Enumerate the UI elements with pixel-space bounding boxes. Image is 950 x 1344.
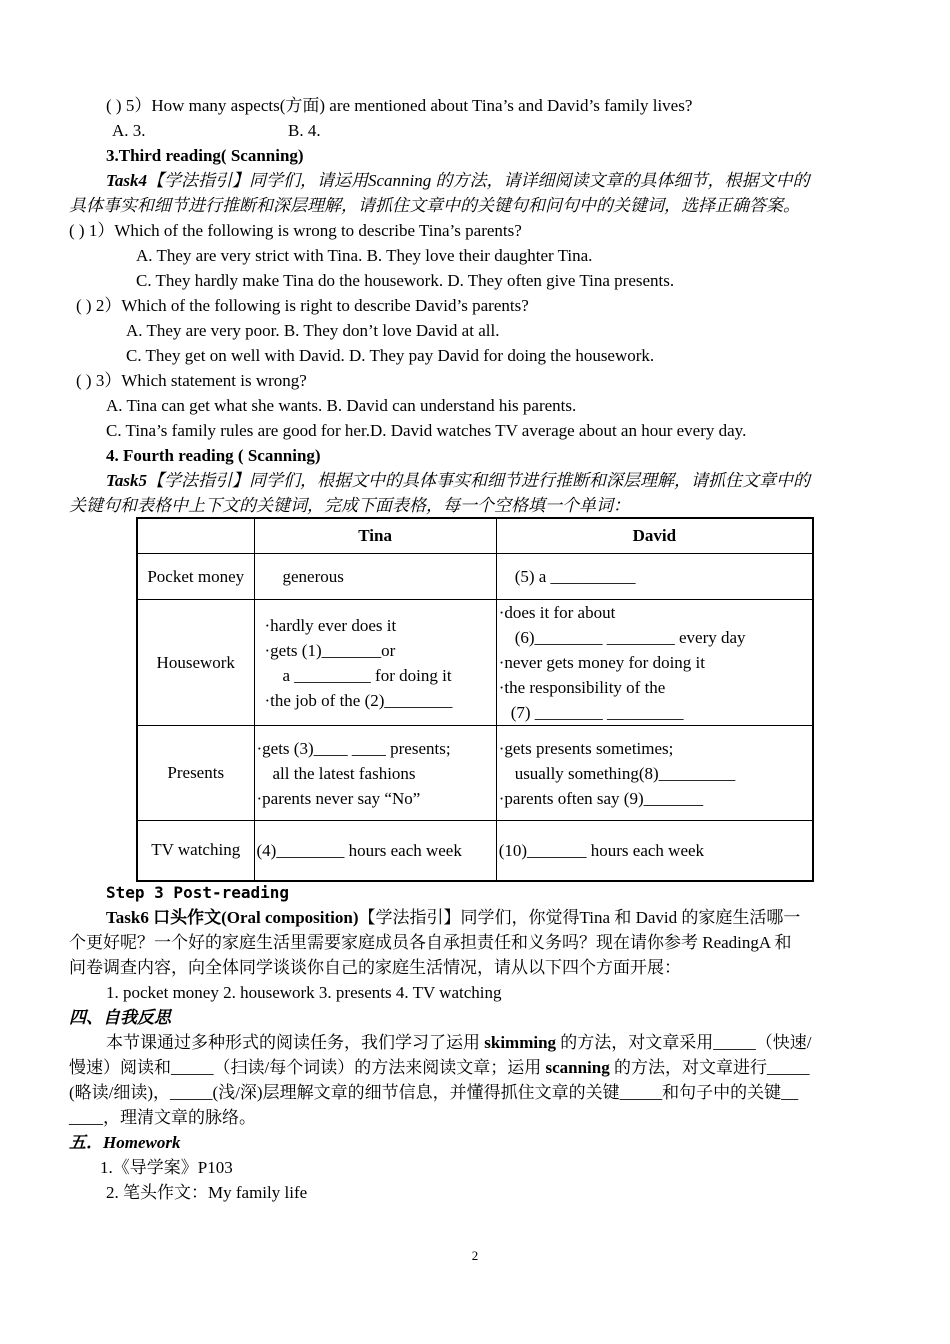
task4-label: Task4 bbox=[106, 171, 147, 190]
task4-question-3: ( ) 3）Which statement is wrong? bbox=[76, 371, 307, 390]
table-header-tina: Tina bbox=[254, 518, 496, 554]
q5-option-b: B. 4. bbox=[288, 121, 321, 140]
row-label-tv-watching: TV watching bbox=[137, 821, 254, 881]
table-header-empty bbox=[137, 518, 254, 554]
reflection-line1: 本节课通过多种形式的阅读任务，我们学习了运用 skimming 的方法，对文章采用_____（快速/ bbox=[106, 1033, 812, 1052]
table-header-row bbox=[137, 518, 813, 554]
fourth-reading-heading: 4. Fourth reading ( Scanning) bbox=[106, 446, 321, 465]
row-label-presents: Presents bbox=[137, 726, 254, 821]
row-label-housework: Housework bbox=[137, 600, 254, 726]
table-header-david: David bbox=[496, 518, 813, 554]
tina-tv-cell: (4)________ hours each week bbox=[254, 821, 496, 881]
comparison-table bbox=[136, 517, 814, 882]
reflection-line2: 慢速）阅读和_____（扫读/每个词读）的方法来阅读文章；运用 scanning 的方法，对文章进行_____ bbox=[69, 1058, 810, 1077]
task5-label: Task5 bbox=[106, 471, 147, 490]
table-row bbox=[137, 726, 813, 821]
step3-heading: Step 3 Post-reading bbox=[106, 883, 290, 902]
david-presents-cell: ·gets presents sometimes; usually something(8)_________ ·parents often say (9)_______ bbox=[496, 726, 813, 821]
homework-item-2: 2. 笔头作文：My family life bbox=[106, 1183, 308, 1202]
page-number: 2 bbox=[471, 1248, 479, 1263]
third-reading-heading: 3.Third reading( Scanning) bbox=[106, 146, 304, 165]
task6-aspects: 1. pocket money 2. housework 3. presents 4. TV watching bbox=[106, 983, 502, 1002]
reflection-line4: ____，理清文章的脉络。 bbox=[69, 1108, 256, 1127]
task4-question-1: ( ) 1）Which of the following is wrong to describe Tina’s parents? bbox=[69, 221, 522, 240]
reflection-line3: (略读/细读)，_____(浅/深)层理解文章的细节信息，并懂得抓住文章的关键_____和句子中的关键__ bbox=[69, 1083, 799, 1102]
table-row bbox=[137, 554, 813, 600]
reflection-heading: 四、自我反思 bbox=[69, 1008, 171, 1027]
homework-heading: 五．Homework bbox=[69, 1133, 181, 1152]
table-row bbox=[137, 821, 813, 881]
task6-label: Task6 口头作文(Oral composition) bbox=[106, 908, 359, 927]
task5-instructions-line1: Task5【学法指引】同学们，根据文中的具体事实和细节进行推断和深层理解，请抓住文章中的 bbox=[106, 471, 810, 490]
david-tv-cell: (10)_______ hours each week bbox=[496, 821, 813, 881]
table-row bbox=[137, 600, 813, 726]
task4-question-2: ( ) 2）Which of the following is right to describe David’s parents? bbox=[76, 296, 529, 315]
task5-instructions-line2: 关键句和表格中上下文的关键词，完成下面表格，每一个空格填一个单词： bbox=[69, 496, 630, 515]
task6-line3: 问卷调查内容，向全体同学谈谈你自己的家庭生活情况，请从以下四个方面开展： bbox=[69, 958, 681, 977]
question-5: ( ) 5）How many aspects(方面) are mentioned about Tina’s and David’s family lives? bbox=[106, 96, 693, 115]
task4-instructions-line2: 具体事实和细节进行推断和深层理解，请抓住文章中的关键句和问句中的关键词，选择正确答案。 bbox=[69, 196, 800, 215]
task4-q1-options-ab: A. They are very strict with Tina. B. They love their daughter Tina. bbox=[136, 246, 593, 265]
task4-q2-options-cd: C. They get on well with David. D. They pay David for doing the housework. bbox=[126, 346, 655, 365]
task4-q1-options-cd: C. They hardly make Tina do the housework. D. They often give Tina presents. bbox=[136, 271, 675, 290]
task6-line1: Task6 口头作文(Oral composition)【学法指引】同学们，你觉得Tina 和 David 的家庭生活哪一 bbox=[106, 908, 801, 927]
david-housework-cell: ·does it for about (6)________ ________ every day ·never gets money for doing it ·the responsibility of the (7) ________ _________ bbox=[496, 600, 813, 726]
david-pocket-money-cell: (5) a __________ bbox=[496, 554, 813, 600]
task4-q2-options-ab: A. They are very poor. B. They don’t love David at all. bbox=[126, 321, 500, 340]
tina-housework-cell: ·hardly ever does it ·gets (1)_______or a _________ for doing it ·the job of the (2)________ bbox=[254, 600, 496, 726]
task4-q3-options-ab: A. Tina can get what she wants. B. David can understand his parents. bbox=[106, 396, 577, 415]
tina-pocket-money-cell: generous bbox=[254, 554, 496, 600]
q5-option-a: A. 3. bbox=[112, 121, 146, 140]
homework-item-1: 1.《导学案》P103 bbox=[100, 1158, 233, 1177]
task4-q3-options-cd: C. Tina’s family rules are good for her.D. David watches TV average about an hour every day. bbox=[106, 421, 747, 440]
tina-presents-cell: ·gets (3)____ ____ presents; all the latest fashions ·parents never say “No” bbox=[254, 726, 496, 821]
task6-line2: 个更好呢？一个好的家庭生活里需要家庭成员各自承担责任和义务吗？现在请你参考 ReadingA 和 bbox=[69, 933, 792, 952]
row-label-pocket-money: Pocket money bbox=[137, 554, 254, 600]
task4-instructions-line1: Task4【学法指引】同学们，请运用Scanning 的方法，请详细阅读文章的具体细节，根据文中的 bbox=[106, 171, 810, 190]
